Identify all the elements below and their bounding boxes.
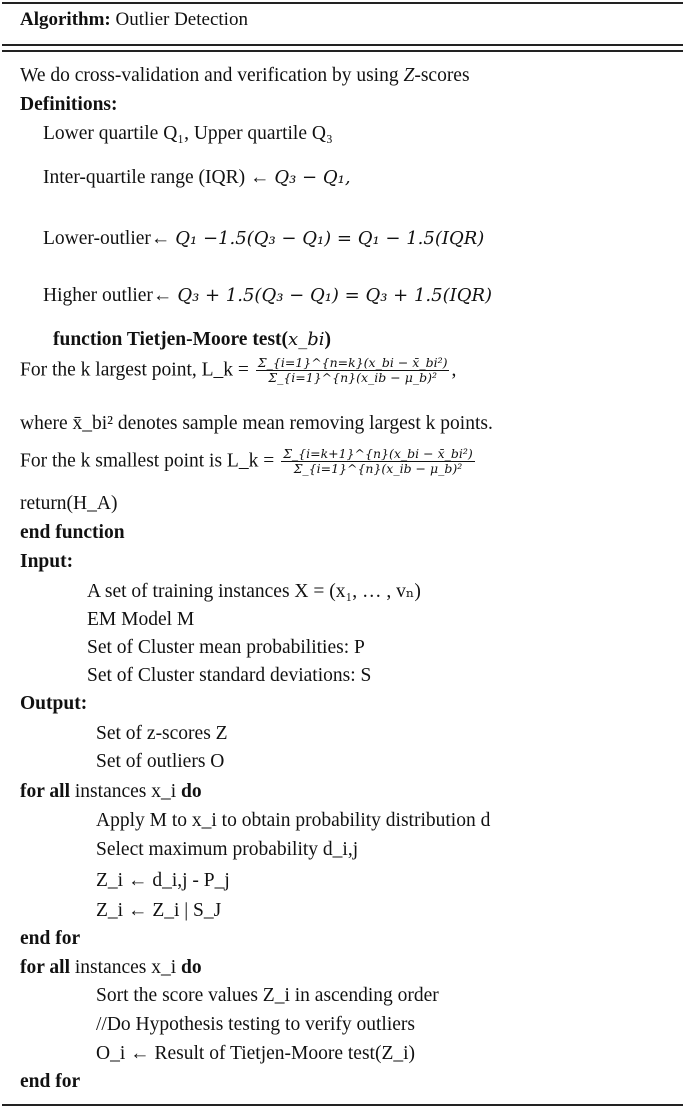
lower-outlier-expression: Q₁ −1.5(Q₃ − Q₁) = Q₁ − 1.5(IQR) (175, 228, 485, 249)
header-rule-2 (2, 50, 683, 52)
loop1-do: do (181, 781, 202, 802)
iqr-expression: Q₃ − Q₁, (274, 167, 351, 188)
where-line (20, 414, 493, 434)
loop1-body-z-diff: Z_i ← d_i,j - P_j (96, 870, 230, 891)
algorithm-header (20, 10, 248, 29)
loop2-body-sort: Sort the score values Z_i in ascending order (96, 985, 439, 1006)
smallest-numerator: Σ_{i=k+1}^{n}(x_bi − x̄_bi²) (283, 446, 473, 461)
loop1-body-select: Select maximum probability d_i,j (96, 839, 359, 860)
loop2-for-all: for all (20, 957, 71, 978)
smallest-fraction (281, 447, 475, 477)
input-item-em-model: EM Model M (87, 609, 195, 630)
quartiles-definition (43, 124, 333, 144)
loop1-for-all: for all (20, 781, 71, 802)
input-item-standard-deviations: Set of Cluster standard deviations: S (87, 665, 372, 686)
higher-outlier-label: Higher outlier← (43, 285, 173, 306)
end-function: end function (20, 522, 125, 543)
function-signature-text: function Tietjen-Moore test( (53, 329, 289, 350)
largest-point-formula: For the k largest point, L_k = $\frac{\text{Σ\_\{i=1\}\textasciicircum{}\{n=k\}(x\_bi − x̄\_bi²)}}{\text{Σ\_\{i=1\}\textasciicircum{}\{n\}(x\_ib − μ\_b)²}}$ , (20, 355, 457, 386)
definitions-heading: Definitions: (20, 94, 118, 115)
intro-z: Z (403, 65, 415, 86)
input-item-training-set: A set of training instances X = (x₁, … , vₙ) (87, 581, 421, 602)
intro-line (20, 66, 470, 86)
loop2-body-comment: //Do Hypothesis testing to verify outliers (96, 1014, 416, 1035)
loop1-head (20, 782, 202, 802)
largest-denominator: Σ_{i=1}^{n}(x_ib − μ_b)² (268, 370, 437, 386)
smallest-prefix: For the k smallest point is L_k = (20, 450, 275, 472)
quartiles-text: Lower quartile Q₁, Upper quartile Q₃ (43, 123, 333, 144)
loop2-end: end for (20, 1071, 81, 1092)
function-signature: function Tietjen-Moore test(x_bi) (53, 329, 331, 350)
largest-numerator: Σ_{i=1}^{n=k}(x_bi − x̄_bi²) (257, 355, 448, 370)
algorithm-title: Outlier Detection (115, 9, 248, 30)
top-rule (2, 2, 683, 4)
higher-outlier-expression: Q₃ + 1.5(Q₃ − Q₁) = Q₃ + 1.5(IQR) (177, 285, 493, 306)
return-text: return(H_A) (20, 493, 118, 514)
lower-outlier-label: Lower-outlier← (43, 228, 171, 249)
iqr-label: Inter-quartile range (IQR) ← (43, 167, 270, 188)
output-item-outliers: Set of outliers O (96, 751, 225, 772)
function-signature-arg: x_bi (288, 329, 325, 350)
output-item-z-scores: Set of z-scores Z (96, 723, 228, 744)
where-text: where x̄_bi² denotes sample mean removing largest k points. (20, 413, 493, 434)
smallest-denominator: Σ_{i=1}^{n}(x_ib − μ_b)² (293, 461, 463, 477)
lower-outlier-definition (43, 229, 484, 249)
loop2-body-result: O_i ← Result of Tietjen-Moore test(Z_i) (96, 1043, 416, 1064)
input-heading: Input: (20, 551, 74, 572)
iqr-definition (43, 168, 351, 188)
return-line (20, 494, 117, 514)
header-rule-1 (2, 44, 683, 46)
loop2-instances: instances x_i (74, 957, 177, 978)
intro-text: We do cross-validation and verification by using (20, 65, 399, 86)
intro-tail: -scores (414, 65, 470, 86)
largest-prefix: For the k largest point, L_k = (20, 359, 249, 381)
loop1-end: end for (20, 928, 81, 949)
bottom-rule (2, 1104, 683, 1106)
algorithm-label: Algorithm: (20, 9, 111, 30)
loop1-body-z-div: Z_i ← Z_i | S_J (96, 900, 222, 921)
output-heading: Output: (20, 693, 88, 714)
largest-fraction (256, 356, 450, 386)
loop1-body-apply: Apply M to x_i to obtain probability distribution d (96, 810, 491, 831)
higher-outlier-definition (43, 286, 492, 306)
loop2-do: do (181, 957, 202, 978)
loop1-instances: instances x_i (74, 781, 177, 802)
smallest-point-formula (20, 447, 477, 477)
loop2-head (20, 958, 202, 978)
input-item-mean-probabilities: Set of Cluster mean probabilities: P (87, 637, 365, 658)
